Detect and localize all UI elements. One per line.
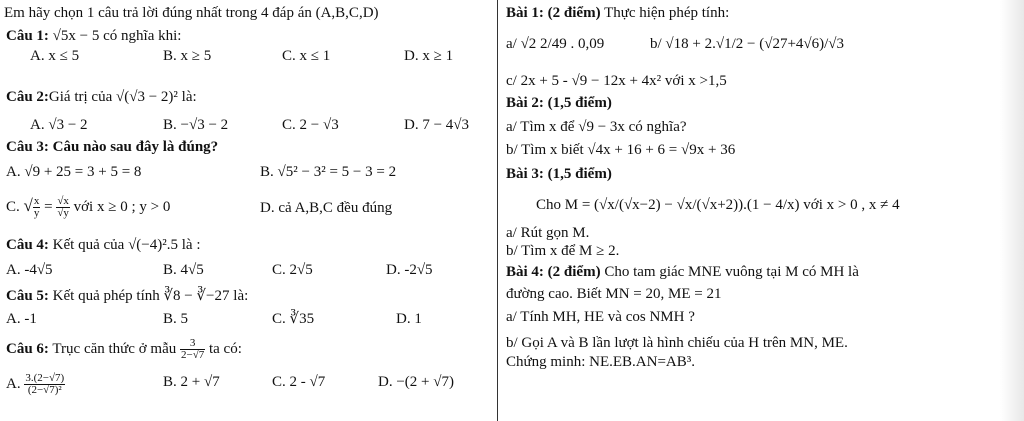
b4-text: Cho tam giác MNE vuông tại M có MH là <box>604 264 859 280</box>
b1-header <box>506 4 729 22</box>
q2-option-a[interactable]: A. √3 − 2 <box>30 117 88 133</box>
q6-option-a-denominator: (2−√7)² <box>27 384 62 396</box>
q5-option-a[interactable]: A. -1 <box>6 311 37 327</box>
q4-label: Câu 4: <box>6 237 49 253</box>
q4-expr: √(−4)².5 <box>128 237 178 253</box>
q6-option-c[interactable]: C. 2 - √7 <box>272 374 326 390</box>
q5-text: Kết quả phép tính <box>52 288 160 304</box>
q1-option-a[interactable]: A. x ≤ 5 <box>30 48 80 64</box>
q5-stem <box>6 287 248 305</box>
page-edge-shadow <box>1000 0 1024 421</box>
q1-option-b[interactable]: B. x ≥ 5 <box>163 48 212 64</box>
q6-tail: ta có: <box>208 340 242 357</box>
q3-option-a[interactable]: A. √9 + 25 = 3 + 5 = 8 <box>6 164 142 180</box>
q2-stem <box>6 88 197 106</box>
q4-option-d[interactable]: D. -2√5 <box>386 262 433 278</box>
b4-title: Bài 4: (2 điểm) <box>506 264 601 280</box>
b1-title: Bài 1: (2 điểm) <box>506 5 601 21</box>
q3-option-c-condition: với x ≥ 0 ; y > 0 <box>73 198 171 215</box>
q1-text: có nghĩa khi: <box>103 28 182 44</box>
b1-part-c: c/ 2x + 5 - √9 − 12x + 4x² với x >1,5 <box>506 73 727 89</box>
q5-label: Câu 5: <box>6 288 49 304</box>
q1-stem <box>6 27 181 45</box>
b1-text: Thực hiện phép tính: <box>604 5 730 21</box>
b3-definition: Cho M = (√x/(√x−2) − √x/(√x+2)).(1 − 4/x) với x > 0 , x ≠ 4 <box>536 197 900 213</box>
b1-part-a: a/ √2 2/49 . 0,09 <box>506 36 605 52</box>
q1-option-d[interactable]: D. x ≥ 1 <box>404 48 454 64</box>
q2-option-b[interactable]: B. −√3 − 2 <box>163 117 229 133</box>
b2-part-b: b/ Tìm x biết √4x + 16 + 6 = √9x + 36 <box>506 142 736 158</box>
q6-option-d[interactable]: D. −(2 + √7) <box>378 374 454 390</box>
q6-stem <box>6 338 242 361</box>
q5-expr: ∛8 − ∛−27 <box>163 288 230 304</box>
q2-label: Câu 2: <box>6 89 49 105</box>
column-divider <box>497 0 498 421</box>
q3-text: Câu nào sau đây là đúng? <box>52 139 219 155</box>
q3-stem <box>6 138 218 156</box>
q6-fraction-numerator: 3 <box>180 338 205 350</box>
q1-label: Câu 1: <box>6 28 49 44</box>
b3-title: Bài 3: (1,5 điểm) <box>506 166 612 182</box>
q4-option-c[interactable]: C. 2√5 <box>272 262 313 278</box>
q6-option-b[interactable]: B. 2 + √7 <box>163 374 220 390</box>
b4-part-b-proof: Chứng minh: NE.EB.AN=AB³. <box>506 354 696 370</box>
q2-expr: √(√3 − 2)² <box>115 89 178 105</box>
q6-text: Trục căn thức ở mẫu <box>52 340 177 357</box>
b3-part-b: b/ Tìm x để M ≥ 2. <box>506 243 620 259</box>
q4-text: Kết quả của <box>52 237 125 253</box>
q6-option-a-label: A. <box>6 375 21 392</box>
q2-text: Giá trị của <box>48 89 113 105</box>
q4-stem <box>6 236 201 254</box>
q5-tail: là: <box>233 288 249 304</box>
q5-option-b[interactable]: B. 5 <box>163 311 189 327</box>
q4-option-b[interactable]: B. 4√5 <box>163 262 204 278</box>
q1-option-c[interactable]: C. x ≤ 1 <box>282 48 331 64</box>
b1-part-b: b/ √18 + 2.√1/2 − (√27+4√6)/√3 <box>650 36 845 52</box>
q2-option-d[interactable]: D. 7 − 4√3 <box>404 117 470 133</box>
instruction-header: Em hãy chọn 1 câu trả lời đúng nhất trong 4 đáp án (A,B,C,D) <box>4 5 379 21</box>
q6-option-a-numerator: 3.(2−√7) <box>25 372 65 384</box>
q4-tail: là : <box>181 237 201 253</box>
q2-tail: là: <box>181 89 197 105</box>
b4-part-b: b/ Gọi A và B lần lượt là hình chiếu của H trên MN, ME. <box>506 335 848 351</box>
q3-label: Câu 3: <box>6 139 49 155</box>
b2-title: Bài 2: (1,5 điểm) <box>506 95 612 111</box>
b4-part-a: a/ Tính MH, HE và cos NMH ? <box>506 309 695 325</box>
b3-part-a: a/ Rút gọn M. <box>506 225 590 241</box>
q3-option-c[interactable]: C. √ $\frac{x}{y}$ = $\frac{√x}{√y}$ với x ≥ 0 ; y > 0 <box>6 195 171 219</box>
q2-option-c[interactable]: C. 2 − √3 <box>282 117 339 133</box>
q1-expr: √5x − 5 <box>52 28 100 44</box>
b4-header <box>506 263 859 281</box>
q6-label: Câu 6: <box>6 340 49 357</box>
q5-option-c[interactable]: C. ∛35 <box>272 311 315 327</box>
b4-line-2: đường cao. Biết MN = 20, ME = 21 <box>506 286 722 302</box>
q6-option-a[interactable] <box>6 373 65 396</box>
q3-option-c-label: C. <box>6 198 20 215</box>
b2-part-a: a/ Tìm x để √9 − 3x có nghĩa? <box>506 119 687 135</box>
q3-option-d[interactable]: D. cả A,B,C đều đúng <box>260 200 393 216</box>
q5-option-d[interactable]: D. 1 <box>396 311 422 327</box>
q3-option-b[interactable]: B. √5² − 3² = 5 − 3 = 2 <box>260 164 397 180</box>
q4-option-a[interactable]: A. -4√5 <box>6 262 53 278</box>
q6-fraction-denominator: 2−√7 <box>180 349 205 361</box>
